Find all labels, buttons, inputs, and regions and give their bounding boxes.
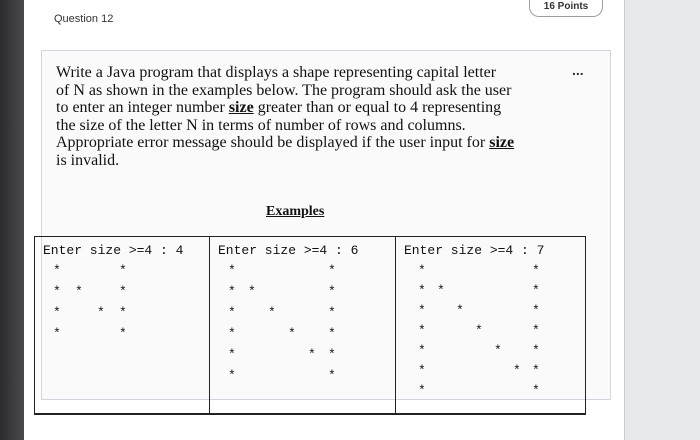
star-mark: *	[53, 305, 61, 320]
more-options-icon[interactable]: ...	[572, 62, 584, 78]
pattern-row	[396, 363, 586, 383]
star-mark: *	[328, 347, 336, 362]
star-mark: *	[328, 368, 336, 383]
example-size-6	[209, 237, 396, 413]
star-mark: *	[97, 305, 105, 320]
star-mark: *	[513, 363, 521, 378]
star-mark: *	[288, 326, 296, 341]
pattern-row	[35, 326, 209, 346]
star-mark: *	[328, 326, 336, 341]
right-background	[624, 0, 700, 440]
star-mark: *	[119, 326, 127, 341]
star-mark: *	[328, 263, 336, 278]
pattern-row	[35, 284, 209, 304]
star-mark: *	[456, 303, 464, 318]
question-card	[24, 0, 625, 440]
question-line-1: Write a Java program that displays a shape representing capital letter	[56, 64, 497, 81]
star-mark: *	[228, 284, 236, 299]
star-mark: *	[75, 284, 83, 299]
points-badge: 16 Points	[529, 0, 603, 17]
star-mark: *	[228, 263, 236, 278]
star-mark: *	[228, 368, 236, 383]
pattern-row	[396, 303, 586, 323]
star-mark: *	[475, 323, 483, 338]
star-mark: *	[532, 343, 540, 358]
star-mark: *	[328, 284, 336, 299]
pattern-row	[396, 263, 586, 283]
star-mark: *	[228, 326, 236, 341]
star-mark: *	[328, 305, 336, 320]
star-mark: *	[532, 363, 540, 378]
example-size-7	[395, 237, 586, 413]
pattern-row	[396, 383, 586, 403]
star-mark: *	[494, 343, 502, 358]
star-mark: *	[532, 283, 540, 298]
star-mark: *	[53, 263, 61, 278]
examples-title: Examples	[266, 204, 325, 219]
pattern-row	[210, 326, 396, 346]
example-header: Enter size >=4 : 6	[218, 243, 359, 258]
star-mark: *	[268, 305, 276, 320]
question-line-2: of N as shown in the examples below. The program should ask the user	[56, 81, 512, 99]
star-mark: *	[119, 263, 127, 278]
pattern-row	[396, 343, 586, 363]
star-mark: *	[532, 303, 540, 318]
star-mark: *	[308, 347, 316, 362]
pattern-row	[396, 283, 586, 303]
question-text	[56, 64, 588, 169]
star-mark: *	[119, 284, 127, 299]
star-mark: *	[418, 343, 426, 358]
star-mark: *	[418, 263, 426, 278]
example-header: Enter size >=4 : 7	[404, 243, 545, 258]
question-line-3: to enter an integer number size greater than or equal to 4 representing	[56, 99, 502, 116]
question-line-5: Appropriate error message should be displayed if the user input for size	[56, 134, 515, 151]
star-mark: *	[228, 347, 236, 362]
pattern-row	[210, 368, 396, 388]
star-mark: *	[532, 263, 540, 278]
question-line-4: the size of the letter N in terms of number of rows and columns.	[56, 116, 466, 134]
example-header: Enter size >=4 : 4	[43, 243, 184, 258]
pattern-row	[396, 323, 586, 343]
window-left-edge	[0, 0, 24, 440]
star-mark: *	[418, 283, 426, 298]
star-mark: *	[532, 323, 540, 338]
star-mark: *	[418, 363, 426, 378]
star-mark: *	[119, 305, 127, 320]
pattern-row	[210, 284, 396, 304]
star-mark: *	[418, 303, 426, 318]
star-mark: *	[532, 383, 540, 398]
question-line-6: is invalid.	[56, 151, 120, 169]
star-mark: *	[418, 383, 426, 398]
star-mark: *	[53, 326, 61, 341]
star-mark: *	[437, 283, 445, 298]
pattern-row	[210, 305, 396, 325]
pattern-row	[35, 305, 209, 325]
pattern-row	[210, 263, 396, 283]
question-label: Question 12	[54, 13, 114, 25]
pattern-row	[210, 347, 396, 367]
example-size-4	[35, 237, 209, 413]
star-mark: *	[418, 323, 426, 338]
star-mark: *	[248, 284, 256, 299]
star-mark: *	[53, 284, 61, 299]
examples-table	[34, 236, 586, 415]
pattern-row	[35, 263, 209, 283]
star-mark: *	[228, 305, 236, 320]
